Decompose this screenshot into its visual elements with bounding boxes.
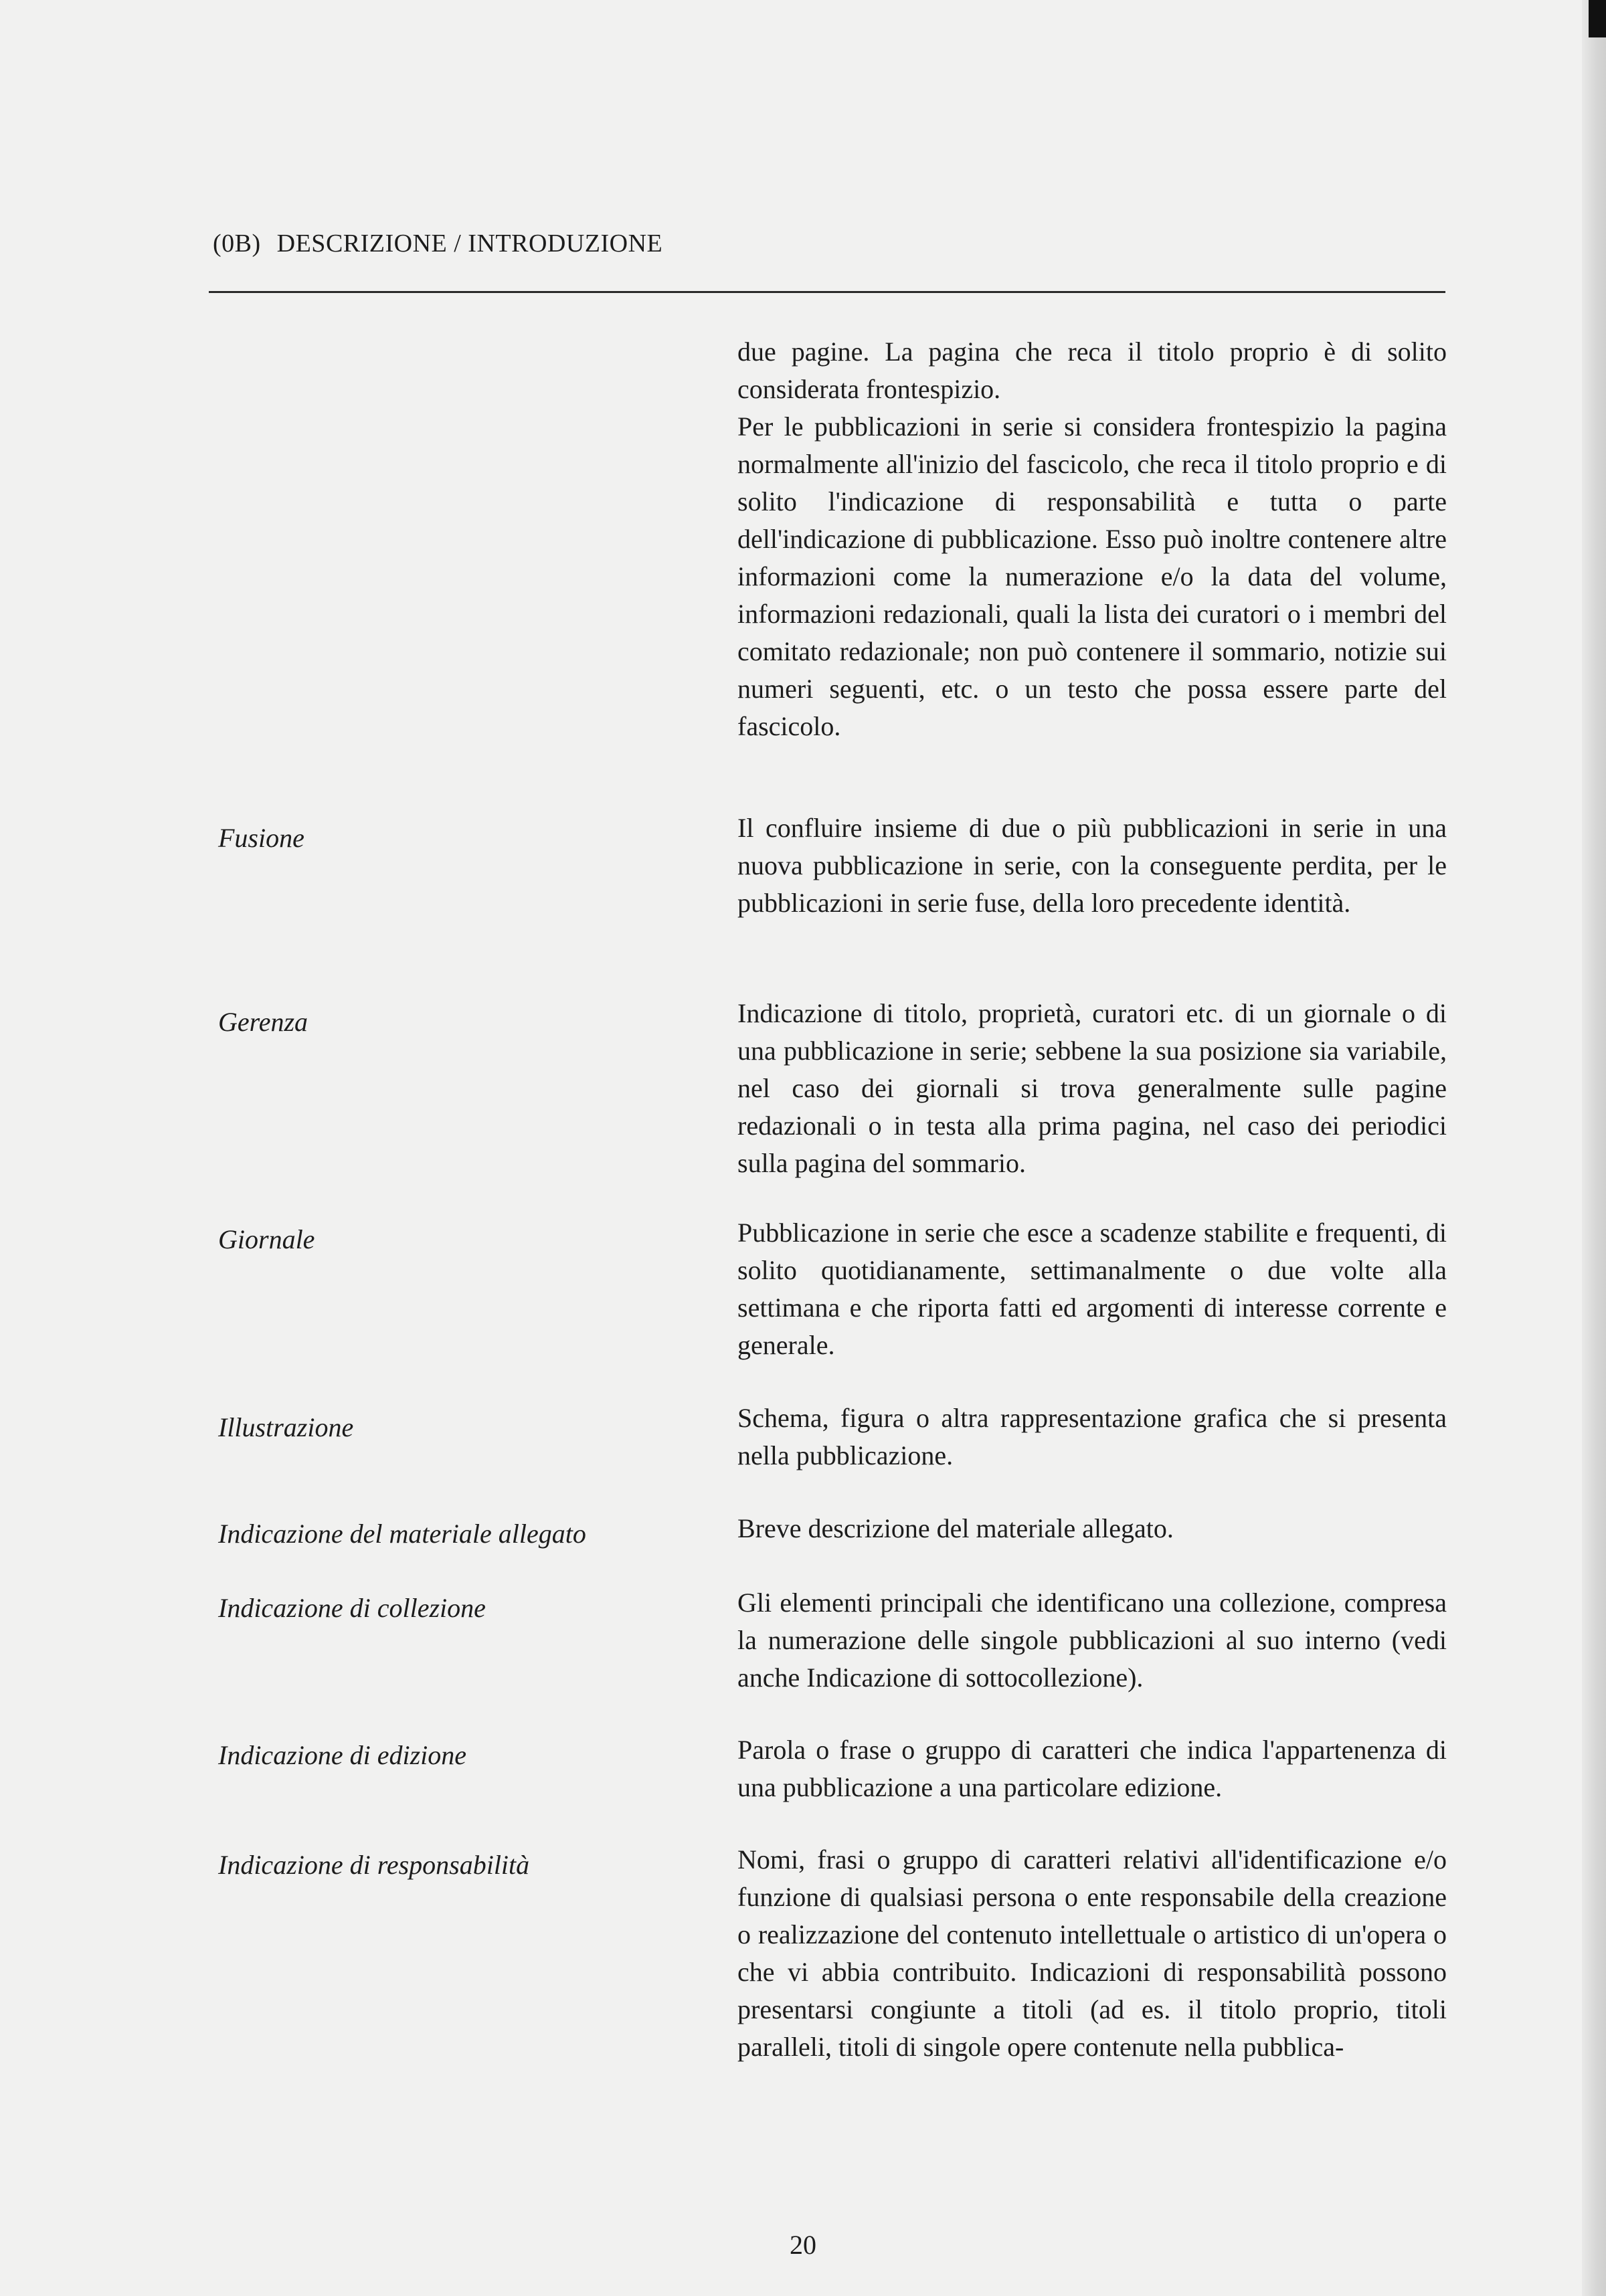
entry-definition: Parola o frase o gruppo di caratteri che indica l'appartenenza di una pubblicazione a una particolare edizione. xyxy=(737,1735,1447,1802)
entry-definition: Indicazione di titolo, proprietà, curatori etc. di un giornale o di una pubblicazione in serie; sebbene la sua posizione sia variabile, nel caso dei giornali si trova generalmente sulle pagine redazionali o in testa alla prima pagina, nel caso dei periodici sulla pagina del sommario. xyxy=(737,998,1447,1178)
entry-definition: Pubblicazione in serie che esce a scadenze stabilite e frequenti, di solito quotidianamente, settimanalmente o due volte alla settimana e che riporta fatti ed argomenti di interesse corrente e generale. xyxy=(737,1218,1447,1360)
entry-term: Indicazione di edizione xyxy=(218,1740,467,1770)
entry-definition: Schema, figura o altra rappresentazione grafica che si presenta nella pubblicazione. xyxy=(737,1403,1447,1470)
entry-term: Giornale xyxy=(218,1224,315,1254)
entry-term: Indicazione di collezione xyxy=(218,1593,486,1623)
scan-corner-mark xyxy=(1589,0,1606,37)
entry-term: Fusione xyxy=(218,823,304,853)
continuation-paragraph-2: Per le pubblicazioni in serie si considera frontespizio la pagina normalmente all'inizio del fascicolo, che reca il titolo proprio e di solito l'indicazione di responsabilità e tutta o parte dell'indicazione di pubblicazione. Esso può inoltre contenere altre informazioni come la numerazione e/o la data del volume, informazioni redazionali, quali la lista dei curatori o i membri del comitato redazionale; non può contenere il sommario, notizie sui numeri seguenti, etc. o un testo che possa essere parte del fascicolo. xyxy=(737,411,1447,741)
entry-definition: Breve descrizione del materiale allegato. xyxy=(737,1513,1174,1543)
entry-definition: Il confluire insieme di due o più pubblicazioni in serie in una nuova pubblicazione in serie, con la conseguente perdita, per le pubblicazioni in serie fuse, della loro precedente identità. xyxy=(737,813,1447,918)
section-title: DESCRIZIONE / INTRODUZIONE xyxy=(276,229,663,258)
entry-term: Indicazione di responsabilità xyxy=(218,1850,530,1880)
entry-definition: Gli elementi principali che identificano una collezione, compresa la numerazione delle singole pubblicazioni al suo interno (vedi anche Indicazione di sottocollezione). xyxy=(737,1588,1447,1693)
entry-definition: Nomi, frasi o gruppo di caratteri relativi all'identificazione e/o funzione di qualsiasi persona o ente responsabile della creazione o realizzazione del contenuto intellettuale o artistico di un'opera o che vi abbia contribuito. Indicazioni di responsabilità possono presentarsi congiunte a titoli (ad es. il titolo proprio, titoli paralleli, titoli di singole opere contenute nella pubblica- xyxy=(737,1844,1447,2062)
header-rule xyxy=(209,291,1445,293)
entry-term: Indicazione del materiale allegato xyxy=(218,1519,586,1549)
page-edge xyxy=(1582,0,1606,2296)
entry-term: Illustrazione xyxy=(218,1412,354,1442)
entry-term: Gerenza xyxy=(218,1007,308,1037)
running-header xyxy=(213,229,662,258)
page-number: 20 xyxy=(790,2230,816,2260)
continuation-paragraph-1: due pagine. La pagina che reca il titolo proprio è di solito considerata frontespizio. xyxy=(737,337,1447,404)
section-code: (0B) xyxy=(213,229,261,258)
